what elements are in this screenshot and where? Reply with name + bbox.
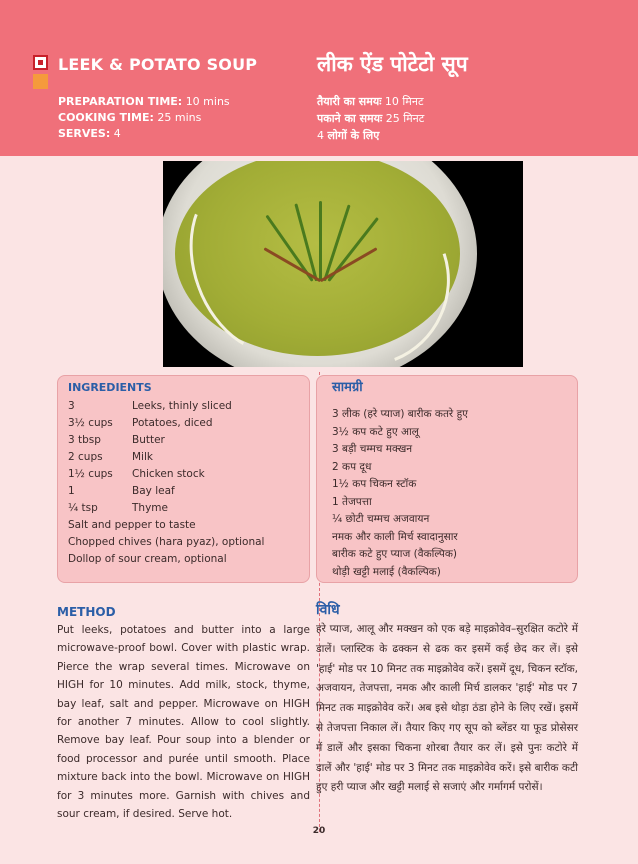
ingredient-row [68, 415, 264, 432]
chive-garnish [319, 201, 322, 281]
prep-value-hi: 10 मिनट [384, 95, 424, 108]
ingredient-qty: 1½ cups [68, 468, 113, 480]
ingredient-row [68, 483, 264, 500]
prep-value-en: 10 mins [185, 95, 230, 108]
ingredient-row-hi: 1 तेजपत्ता [332, 495, 372, 508]
page-number: 20 [312, 826, 326, 836]
recipe-title-hi: लीक ऐंड पोटेटो सूप [317, 52, 468, 76]
ingredient-extra: Salt and pepper to taste [68, 519, 196, 531]
ingredient-row-hi: 3 लीक (हरे प्याज) बारीक कतरे हुए [332, 408, 468, 420]
ingredient-name: Thyme [132, 502, 168, 514]
method-heading-en: METHOD [57, 605, 116, 619]
header-band [0, 0, 638, 156]
ingredient-qty: 1 [68, 485, 75, 497]
ingredient-extra: Chopped chives (hara pyaz), optional [68, 536, 265, 548]
ingredient-name: Milk [132, 451, 153, 463]
recipe-meta-en [58, 94, 230, 142]
ingredient-row-hi: 3½ कप कटे हुए आलू [332, 425, 419, 438]
method-text-en: Put leeks, potatoes and butter into a large microwave-proof bowl. Cover with plastic wrap. Pierce the wrap several times. Microwave on HIGH for 10 minutes. Add milk, stock, thyme, bay leaf, salt and pepper. Microwave on HIGH for another 7 minutes. Allow to cool slightly. Remove bay leaf. Pour soup into a blender or food processor and purée until smooth. Place mixture back into the bowl. Microwave on HIGH for 3 minutes more. Garnish with chives and sour cream, if desired. Serve hot. [57, 624, 310, 821]
ingredient-row-hi: बारीक कटे हुए प्याज (वैकल्पिक) [332, 548, 457, 560]
serves-label-hi: लोगों के लिए [327, 129, 380, 142]
serves-value-en: 4 [113, 127, 121, 140]
ingredient-qty: 2 cups [68, 451, 103, 463]
cook-label-en: COOKING TIME: [58, 111, 154, 124]
ingredient-row-hi: नमक और काली मिर्च स्वादानुसार [332, 530, 458, 543]
soup-photo [163, 161, 523, 367]
ingredient-row [68, 449, 264, 466]
ingredient-qty: 3 tbsp [68, 434, 101, 446]
recipe-title-en: LEEK & POTATO SOUP [58, 55, 258, 74]
ingredient-row [68, 432, 264, 449]
prep-label-hi: तैयारी का समयः [317, 95, 382, 108]
ingredient-name: Bay leaf [132, 485, 175, 497]
ingredients-list-en [68, 398, 264, 568]
ingredient-name: Butter [132, 434, 165, 446]
ingredient-row-hi: ¼ छोटी चम्मच अजवायन [332, 513, 430, 525]
ingredient-name: Leeks, thinly sliced [132, 400, 232, 412]
brand-logo-icon [33, 55, 48, 70]
ingredient-row-hi: 2 कप दूध [332, 460, 372, 473]
ingredients-heading-hi: सामग्री [332, 380, 363, 395]
cook-label-hi: पकाने का समयः [317, 112, 383, 125]
ingredient-qty: 3½ cups [68, 417, 113, 429]
recipe-meta-hi [317, 93, 424, 144]
method-text-hi: हरे प्याज, आलू और मक्खन को एक बड़े माइक्रोवेव–सुरक्षित कटोरे में डालें। प्लास्टिक के ढक्कन से ढक कर इसमें कई छेद कर लें। इसे 'हाई' मोड पर 10 मिनट तक माइक्रोवेव करें। इसमें दूध, चिकन स्टॉक, अजवायन, तेजपत्ता, नमक और काली मिर्च डालकर 'हाई' मोड पर 7 मिनट तक माइक्रोवेव करें। अब इसे थोड़ा ठंडा होने के लिए रखें। इसमें से तेजपत्ता निकाल लें। तैयार किए गए सूप को ब्लेंडर या फूड प्रोसेसर में डालें और इसका चिकना शोरबा तैयार कर लें। इसे पुनः कटोरे में डालें और 'हाई' मोड पर 3 मिनट तक माइक्रोवेव करें। इसे बारीक कटी हुए हरी प्याज और खट्टी मलाई से सजाएं और गर्मागर्म परोसें। [316, 623, 578, 794]
ingredient-qty: 3 [68, 400, 75, 412]
ingredients-list-hi [332, 406, 468, 581]
serves-value-hi: 4 [317, 129, 324, 142]
ingredient-row-hi: थोड़ी खट्टी मलाई (वैकल्पिक) [332, 565, 441, 578]
ingredient-qty: ¼ tsp [68, 502, 98, 514]
method-heading-hi: विधि [316, 602, 340, 618]
ingredient-row [68, 398, 264, 415]
ingredients-heading-en: INGREDIENTS [68, 381, 152, 394]
prep-label-en: PREPARATION TIME: [58, 95, 183, 108]
ingredient-row-hi: 1½ कप चिकन स्टॉक [332, 478, 417, 490]
cook-value-en: 25 mins [157, 111, 202, 124]
cook-value-hi: 25 मिनट [385, 112, 425, 125]
ingredient-name: Chicken stock [132, 468, 205, 480]
serves-label-en: SERVES: [58, 127, 111, 140]
ingredient-row [68, 466, 264, 483]
brand-logo-square-icon [33, 74, 48, 89]
ingredient-extra: Dollop of sour cream, optional [68, 553, 227, 565]
ingredient-row-hi: 3 बड़ी चम्मच मक्खन [332, 443, 413, 455]
ingredient-row [68, 500, 264, 517]
ingredient-name: Potatoes, diced [132, 417, 213, 429]
